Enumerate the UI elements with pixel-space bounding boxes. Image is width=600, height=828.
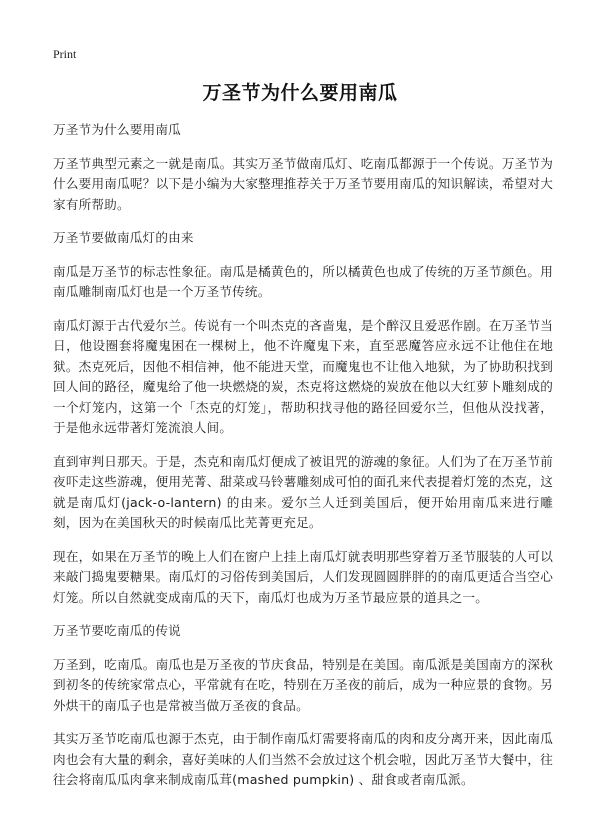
section-heading: 万圣节为什么要用南瓜 — [53, 122, 181, 137]
paragraph: 其实万圣节吃南瓜也源于杰克，由于制作南瓜灯需要将南瓜的肉和皮分离开来，因此南瓜肉也会有大量的剩余，喜好美味的人们当然不会放过这个机会啦，因此万圣节大餐中，往往会将南瓜瓜肉拿来制成南瓜茸(mashed pumpkin) 、甜食或者南瓜派。 — [53, 731, 553, 787]
section-heading: 万圣节要做南瓜灯的由来 — [53, 230, 194, 245]
paragraph: 万圣节典型元素之一就是南瓜。其实万圣节做南瓜灯、吃南瓜都源于一个传说。万圣节为什么要用南瓜呢？以下是小编为大家整理推荐关于万圣节要用南瓜的知识解读，希望对大家有所帮助。 — [53, 155, 553, 212]
paragraph: 南瓜灯源于古代爱尔兰。传说有一个叫杰克的吝啬鬼，是个醉汉且爱恶作剧。在万圣节当日，他设圈套将魔鬼困在一棵树上，他不许魔鬼下来，直至恶魔答应永远不让他住在地狱。杰克死后，因他不相信神，他不能进天堂，而魔鬼也不让他入地狱，为了协助积找到回人间的路径，魔鬼给了他一块燃烧的炭，杰克将这燃烧的炭放在他以大红萝卜雕刻成的一个灯笼内，这第一个「杰克的灯笼」，帮助积找寻他的路径回爱尔兰，但他从没找著，于是他永远带著灯笼流浪人间。 — [53, 317, 553, 435]
print-link[interactable]: Print — [53, 47, 77, 61]
paragraph: 万圣到，吃南瓜。南瓜也是万圣夜的节庆食品，特别是在美国。南瓜派是美国南方的深秋到初冬的传统家常点心，平常就有在吃，特别在万圣夜的前后，成为一种应景的食物。另外烘干的南瓜子也是常被当做万圣夜的食品。 — [53, 656, 553, 713]
paragraph: 直到审判日那天。于是，杰克和南瓜灯便成了被诅咒的游魂的象征。人们为了在万圣节前夜吓走这些游魂，便用芜菁、甜菜或马铃薯雕刻成可怕的面孔来代表提着灯笼的杰克，这就是南瓜灯(jack-o-lantern) 的由来。爱尔兰人迁到美国后，便开始用南瓜来进行雕刻，因为在美国秋天的时候南瓜比芜菁更充足。 — [53, 453, 553, 530]
paragraph: 现在，如果在万圣节的晚上人们在窗户上挂上南瓜灯就表明那些穿着万圣节服装的人可以来敲门捣鬼要糖果。南瓜灯的习俗传到美国后，人们发现圆圆胖胖的的南瓜更适合当空心灯笼。所以自然就变成南瓜的天下，南瓜灯也成为万圣节最应景的道具之一。 — [53, 548, 553, 605]
article-body — [53, 120, 553, 804]
page-title: 万圣节为什么要用南瓜 — [202, 82, 398, 104]
section-heading: 万圣节要吃南瓜的传说 — [53, 623, 181, 638]
paragraph: 南瓜是万圣节的标志性象征。南瓜是橘黄色的，所以橘黄色也成了传统的万圣节颜色。用南瓜雕制南瓜灯也是一个万圣节传统。 — [53, 263, 553, 299]
